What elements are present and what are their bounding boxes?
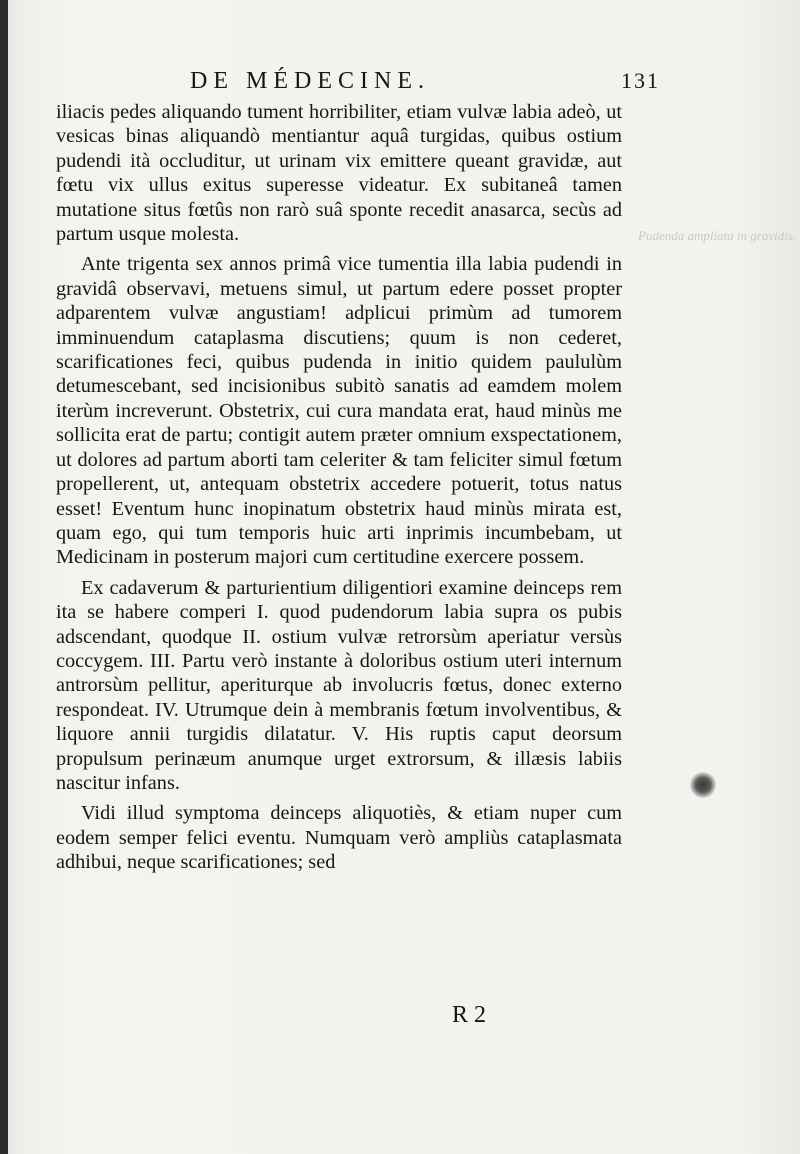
page-number: 131: [621, 68, 660, 93]
paragraph-3: Ex cadaverum & parturientium diligentiori examine deinceps rem ita se habere comperi I. quod pudendorum labia supra os pubis adscendant, quodque II. ostium vulvæ retrorsùm aperiatur versùs coccygem. III. Partu verò instante à doloribus ostium uteri internum antrorsùm pellitur, aperiturque ab involucris fœtus, donec externo respondeat. IV. Utrumque dein à membranis fœtum involventibus, & liquore annii turgidis dilatatur. V. His ruptis caput deorsum propulsum perinæum anumque urget extrorsum, & illæsis labiis nascitur infans.: [56, 576, 622, 794]
paragraph-1: iliacis pedes aliquando tument horribiliter, etiam vulvæ labia adeò, ut vesicas binas aliquandò mentiantur aquâ turgidas, quibus ostium pudendi ità occluditur, ut urinam vix emittere queant gravidæ, aut fœtu vix ullus exitus superesse videatur. Ex subitaneâ tamen mutatione situs fœtûs non rarò suâ sponte recedit anasarca, secùs ad partum usque molesta.: [56, 101, 622, 246]
body-text: [56, 100, 622, 875]
paragraph-4: Vidi illud symptoma deinceps aliquotiès, & etiam nuper cum eodem semper felici eventu. Numquam verò ampliùs cataplasmata adhibui, neque scarificationes; sed: [56, 802, 622, 874]
catchword-signature: R 2: [452, 1002, 487, 1028]
running-title: DE MÉDECINE.: [190, 68, 430, 94]
paragraph-2: Ante trigenta sex annos primâ vice tumentia illa labia pudendi in gravidâ observavi, metuens simul, ut partum edere posset propter adparentem vulvæ angustiam! adplicui primùm ad tumorem imminuendum cataplasma discutiens; quum is non cederet, scarificationes feci, quibus pudenda in initio quidem paululùm detumescebant, sed incisionibus subitò sanatis ad eamdem molem iterùm increverunt. Obstetrix, cui cura mandata erat, haud minùs me sollicita erat de partu; contigit autem præter omnium exspectationem, ut dolores ad partum aborti tam celeriter & tam feliciter simul fœtum propellerent, ut, antequam obstetrix accedere potuerit, totus natus esset! Eventum hunc inopinatum obstetrix haud minùs mirata est, quam ego, qui tum temporis huic arti inprimis incumbebam, ut Medicinam in posterum majori cum certitudine exercere possem.: [56, 253, 622, 569]
page-header: [60, 68, 660, 102]
margin-note-bleedthrough: Pudenda ampliata in gravidis.: [638, 228, 797, 243]
ink-stain: [690, 772, 716, 798]
page-spine-shadow: [0, 0, 8, 1154]
